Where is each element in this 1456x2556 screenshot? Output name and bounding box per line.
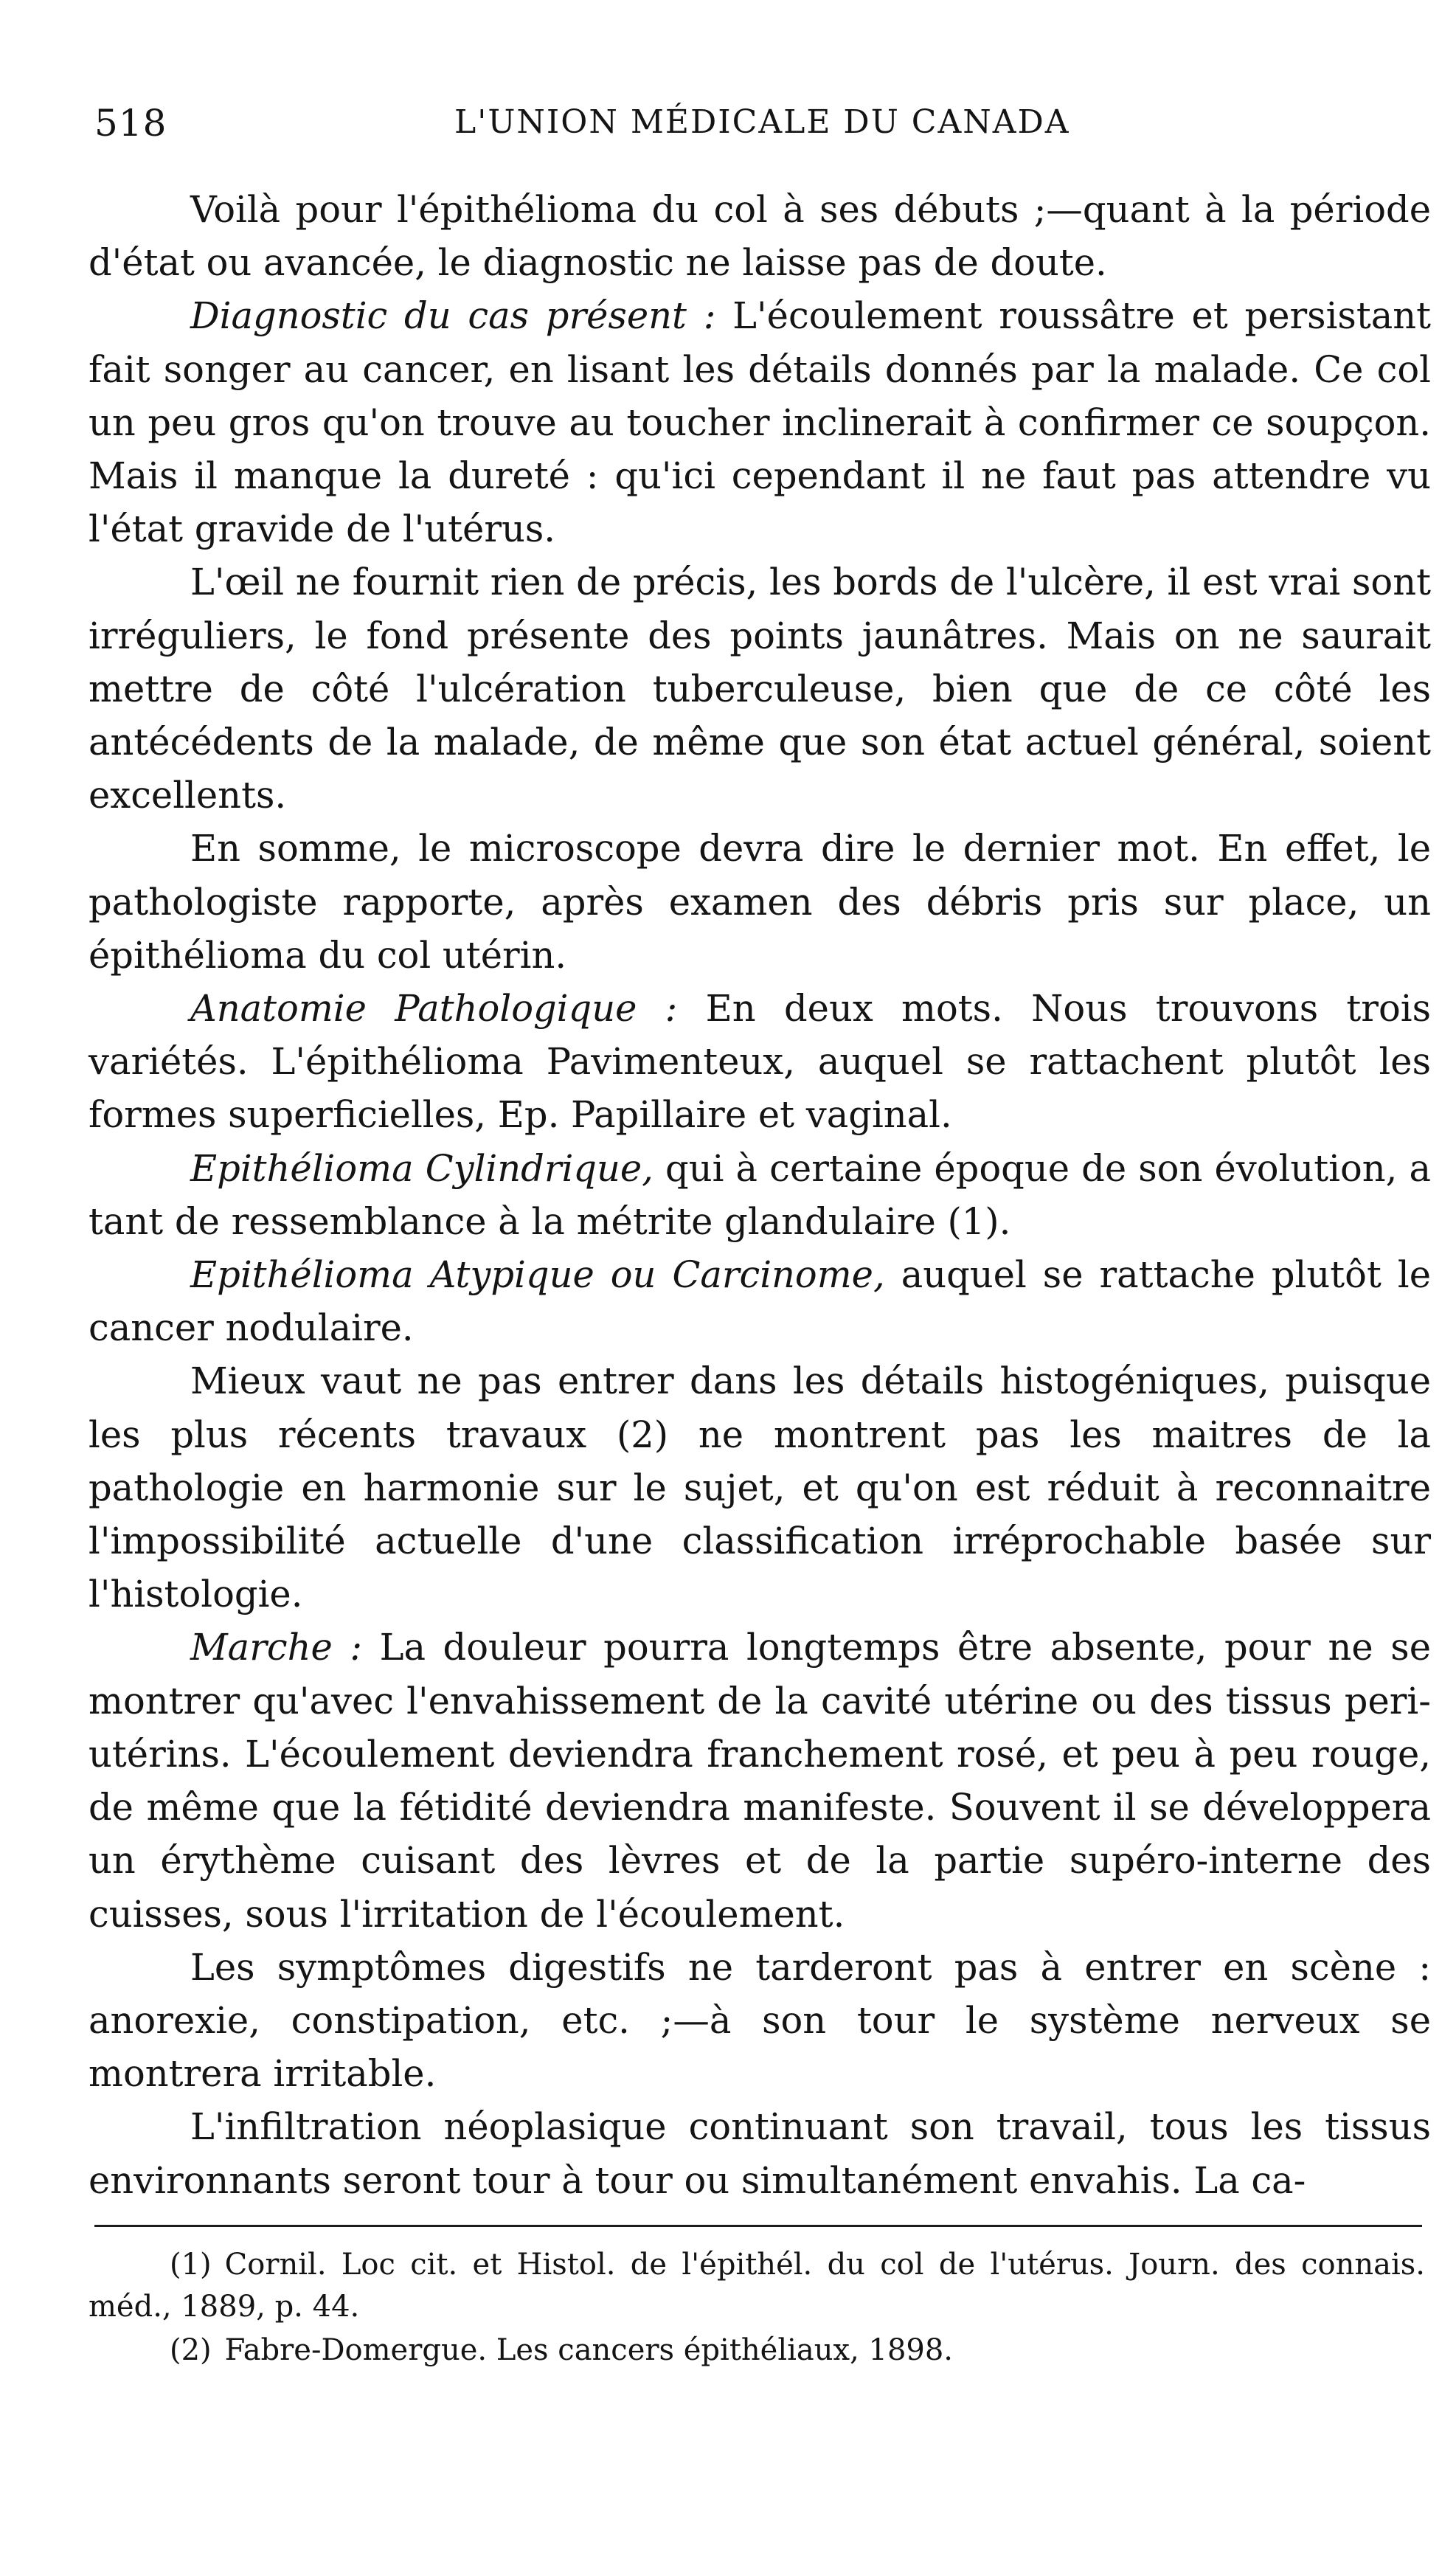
paragraph-text: Les symptômes digestifs ne tarderont pas à entrer en scène : anorexie, constipation, etc. ;—à son tour le système nerveux se montrera irritable. bbox=[89, 1945, 1431, 2096]
paragraph-lead: Epithélioma Atypique ou Carcinome, bbox=[190, 1253, 885, 1297]
paragraph-6 bbox=[89, 1142, 1431, 1248]
paragraph-3 bbox=[89, 555, 1431, 822]
paragraph-text: En somme, le microscope devra dire le dernier mot. En effet, le pathologiste rapporte, après examen des débris pris sur place, un épithélioma du col utérin. bbox=[89, 827, 1431, 977]
footnotes bbox=[89, 2244, 1425, 2373]
paragraph-lead: Epithélioma Cylindrique, bbox=[190, 1146, 654, 1190]
paragraph-7 bbox=[89, 1248, 1431, 1354]
paragraph-text: Mieux vaut ne pas entrer dans les détails histogéniques, puisque les plus récents travaux (2) ne montrent pas les maitres de la pathologie en harmonie sur le sujet, et qu'on est réduit à reconnaitre l'impossibilité actuelle d'une classification irréprochable basée sur l'histologie. bbox=[89, 1360, 1431, 1616]
paragraph-text: L'écoulement roussâtre et persistant fait songer au cancer, en lisant les détails donnés par la malade. Ce col un peu gros qu'on trouve au toucher inclinerait à confirmer ce soupçon. Mais il manque la dureté : qu'ici cependant il ne faut pas attendre vu l'état gravide de l'utérus. bbox=[89, 294, 1431, 551]
footnote-divider bbox=[94, 2225, 1422, 2227]
paragraph-text: auquel se rattache plutôt le cancer nodulaire. bbox=[89, 1253, 1431, 1350]
paragraph-1 bbox=[89, 183, 1431, 289]
page-header bbox=[94, 102, 1456, 153]
paragraph-text: Voilà pour l'épithélioma du col à ses débuts ;—quant à la période d'état ou avancée, le diagnostic ne laisse pas de doute. bbox=[89, 188, 1431, 285]
footnote-text: Cornil. Loc cit. et Histol. de l'épithél. du col de l'utérus. Journ. des connais. méd., 1889, p. 44. bbox=[89, 2248, 1425, 2324]
footnote-mark: (1) bbox=[170, 2248, 212, 2282]
paragraph-10 bbox=[89, 1941, 1431, 2101]
footnote-2 bbox=[89, 2330, 1425, 2372]
running-title: L'UNION MÉDICALE DU CANADA bbox=[454, 103, 1070, 141]
paragraph-text: En deux mots. Nous trouvons trois variétés. L'épithélioma Pavimenteux, auquel se rattachent plutôt les formes superficielles, Ep. Papillaire et vaginal. bbox=[89, 987, 1431, 1137]
paragraph-11 bbox=[89, 2100, 1431, 2206]
paragraph-text: L'infiltration néoplasique continuant son travail, tous les tissus environnants seront tour à tour ou simultanément envahis. La ca- bbox=[89, 2105, 1431, 2202]
footnote-text: Fabre-Domergue. Les cancers épithéliaux, 1898. bbox=[224, 2333, 954, 2367]
paragraph-4 bbox=[89, 822, 1431, 982]
paragraph-text: La douleur pourra longtemps être absente, pour ne se montrer qu'avec l'envahissement de la cavité utérine ou des tissus peri-utérins. L'écoulement deviendra franchement rosé, et peu à peu rouge, de même que la fétidité deviendra manifeste. Souvent il se développera un érythème cuisant des lèvres et de la partie supéro-interne des cuisses, sous l'irritation de l'écoulement. bbox=[89, 1626, 1431, 1936]
paragraph-lead: Diagnostic du cas présent : bbox=[190, 294, 716, 338]
body-text bbox=[89, 183, 1431, 2207]
paragraph-9 bbox=[89, 1621, 1431, 1940]
paragraph-text: L'œil ne fournit rien de précis, les bords de l'ulcère, il est vrai sont irréguliers, le fond présente des points jaunâtres. Mais on ne saurait mettre de côté l'ulcération tuberculeuse, bien que de ce côté les antécédents de la malade, de même que son état actuel général, soient excellents. bbox=[89, 561, 1431, 817]
page-number: 518 bbox=[94, 102, 167, 145]
paragraph-text: qui à certaine époque de son évolution, a tant de ressemblance à la métrite glandulaire (1). bbox=[89, 1146, 1431, 1243]
paragraph-8 bbox=[89, 1354, 1431, 1621]
paragraph-2 bbox=[89, 289, 1431, 555]
paragraph-5 bbox=[89, 982, 1431, 1142]
footnote-mark: (2) bbox=[170, 2333, 212, 2367]
paragraph-lead: Marche : bbox=[190, 1626, 363, 1669]
footnote-1 bbox=[89, 2244, 1425, 2328]
paragraph-lead: Anatomie Pathologique : bbox=[190, 987, 678, 1031]
